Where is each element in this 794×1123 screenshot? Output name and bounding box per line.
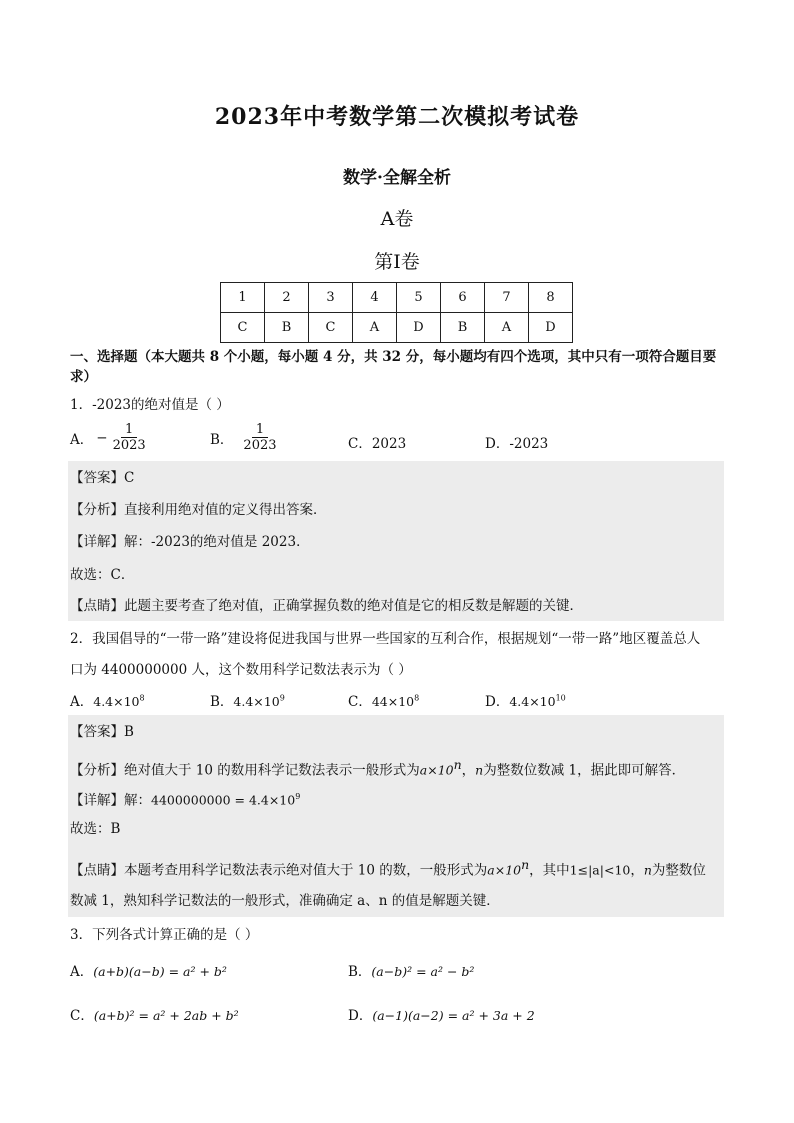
exponent: n bbox=[521, 857, 530, 872]
q2-comment bbox=[70, 854, 706, 882]
text: 为整数位数减 1，据此即可解答． bbox=[483, 762, 686, 779]
text: 为整数位 bbox=[651, 862, 706, 879]
math-range: 1≤|a|<10 bbox=[569, 862, 631, 878]
section-heading-cont: 求） bbox=[70, 369, 97, 385]
table-cell: 1 bbox=[221, 283, 265, 313]
option-label: D． bbox=[485, 694, 510, 710]
option-math: 4.4×10 bbox=[93, 694, 140, 709]
fraction bbox=[241, 422, 278, 453]
fraction-numerator: 1 bbox=[121, 422, 137, 438]
option-label: A． bbox=[70, 964, 94, 980]
q1-option-a bbox=[70, 422, 148, 453]
q2-option-c bbox=[348, 690, 419, 710]
q1-analysis: 【分析】直接利用绝对值的定义得出答案． bbox=[70, 502, 327, 518]
table-cell: 2 bbox=[265, 283, 309, 313]
option-math: 44×10 bbox=[371, 694, 415, 709]
table-cell: A bbox=[353, 313, 397, 343]
math-var: n bbox=[475, 762, 484, 778]
option-math: (a+b)² = a² + 2ab + b² bbox=[93, 1008, 239, 1023]
q2-detail bbox=[70, 786, 300, 812]
q2-answer: 【答案】B bbox=[70, 724, 134, 740]
fraction-denominator: 2023 bbox=[243, 438, 277, 453]
option-label: B． bbox=[210, 694, 234, 710]
option-math: 4.4×10 bbox=[233, 694, 280, 709]
math-expr: a×10 bbox=[419, 762, 454, 778]
q2-comment-cont: 数减 1，熟知科学记数法的一般形式，准确确定 a、n 的值是解题关键． bbox=[70, 893, 500, 909]
option-label: A． bbox=[70, 431, 94, 448]
table-cell: 3 bbox=[309, 283, 353, 313]
q2-solution-block bbox=[68, 715, 724, 917]
option-label: B． bbox=[210, 431, 234, 448]
fraction-numerator: 1 bbox=[252, 422, 268, 438]
q1-option-c: C．2023 bbox=[348, 436, 407, 452]
q2-option-d bbox=[485, 690, 566, 710]
section-heading: 一、选择题（本大题共 8 个小题，每小题 4 分，共 32 分，每小题均有四个选项，其中只有一项符合题目要 bbox=[70, 349, 717, 365]
option-label: C． bbox=[348, 694, 372, 710]
q1-option-b bbox=[210, 422, 279, 453]
exponent: 10 bbox=[555, 693, 566, 703]
page-subtitle: 数学·全解全析 bbox=[343, 168, 451, 188]
answer-table bbox=[220, 282, 573, 343]
option-label: C． bbox=[70, 1008, 94, 1024]
q1-option-d: D．-2023 bbox=[485, 436, 549, 452]
page-title: 2023年中考数学第二次模拟考试卷 bbox=[214, 104, 580, 130]
q1-solution-block bbox=[68, 461, 724, 621]
option-math: 4.4×10 bbox=[509, 694, 556, 709]
math-expr: a×10 bbox=[487, 862, 522, 878]
text: ， bbox=[630, 862, 644, 879]
text: 【点睛】本题考查用科学记数法表示绝对值大于 10 的数，一般形式为 bbox=[70, 862, 488, 879]
fraction-denominator: 2023 bbox=[112, 438, 146, 453]
exponent: 9 bbox=[295, 792, 301, 801]
question-3-stem: 3．下列各式计算正确的是（ ） bbox=[70, 927, 259, 943]
option-label: B． bbox=[348, 964, 372, 980]
text: ， bbox=[461, 762, 476, 779]
q1-detail: 【详解】解：-2023的绝对值是 2023． bbox=[70, 534, 310, 550]
table-cell: 6 bbox=[441, 283, 485, 313]
table-cell: 8 bbox=[529, 283, 573, 313]
option-math: (a+b)(a−b) = a² + b² bbox=[93, 964, 227, 979]
exponent: 8 bbox=[139, 693, 145, 703]
table-cell: B bbox=[441, 313, 485, 343]
answer-table-number-row bbox=[221, 283, 573, 313]
exponent: 9 bbox=[279, 693, 285, 703]
text: ，其中 bbox=[529, 862, 570, 879]
question-2-stem: 2．我国倡导的“一带一路”建设将促进我国与世界一些国家的互利合作，根据规划“一带一路”地区覆盖总人 bbox=[70, 631, 701, 647]
q3-option-d bbox=[348, 1004, 535, 1024]
part-label: 第Ⅰ卷 bbox=[374, 251, 420, 273]
q1-comment: 【点睛】此题主要考查了绝对值，正确掌握负数的绝对值是它的相反数是解题的关键． bbox=[70, 598, 583, 614]
q1-answer: 【答案】C bbox=[70, 470, 135, 486]
option-math: (a−1)(a−2) = a² + 3a + 2 bbox=[372, 1008, 535, 1023]
math-expr: 4400000000 = 4.4×10 bbox=[151, 792, 296, 808]
table-cell: 5 bbox=[397, 283, 441, 313]
q2-option-b bbox=[210, 690, 285, 710]
fraction bbox=[111, 422, 148, 453]
table-cell: A bbox=[485, 313, 529, 343]
table-cell: D bbox=[397, 313, 441, 343]
question-1-stem: 1．-2023的绝对值是（ ） bbox=[70, 397, 230, 413]
q2-option-a bbox=[70, 690, 145, 710]
table-cell: 7 bbox=[485, 283, 529, 313]
exponent: 8 bbox=[414, 693, 420, 703]
q3-option-a bbox=[70, 960, 227, 980]
minus-sign: − bbox=[96, 429, 108, 446]
table-cell: 4 bbox=[353, 283, 397, 313]
q1-choose: 故选：C． bbox=[70, 567, 135, 583]
math-var: n bbox=[643, 862, 652, 878]
option-label: A． bbox=[70, 694, 94, 710]
option-math: (a−b)² = a² − b² bbox=[371, 964, 475, 979]
answer-table-answer-row bbox=[221, 313, 573, 343]
q3-option-c bbox=[70, 1004, 239, 1024]
option-label: D． bbox=[348, 1008, 373, 1024]
volume-label: A卷 bbox=[380, 208, 414, 230]
q3-option-b bbox=[348, 960, 474, 980]
table-cell: B bbox=[265, 313, 309, 343]
q2-analysis bbox=[70, 754, 685, 782]
exponent: n bbox=[453, 757, 462, 772]
question-2-stem-cont: 口为 4400000000 人，这个数用科学记数法表示为（ ） bbox=[70, 662, 412, 678]
table-cell: C bbox=[221, 313, 265, 343]
text: 【详解】解： bbox=[70, 792, 151, 809]
text: 【分析】绝对值大于 10 的数用科学记数法表示一般形式为 bbox=[70, 762, 420, 779]
table-cell: C bbox=[309, 313, 353, 343]
table-cell: D bbox=[529, 313, 573, 343]
q2-choose: 故选：B bbox=[70, 821, 121, 837]
